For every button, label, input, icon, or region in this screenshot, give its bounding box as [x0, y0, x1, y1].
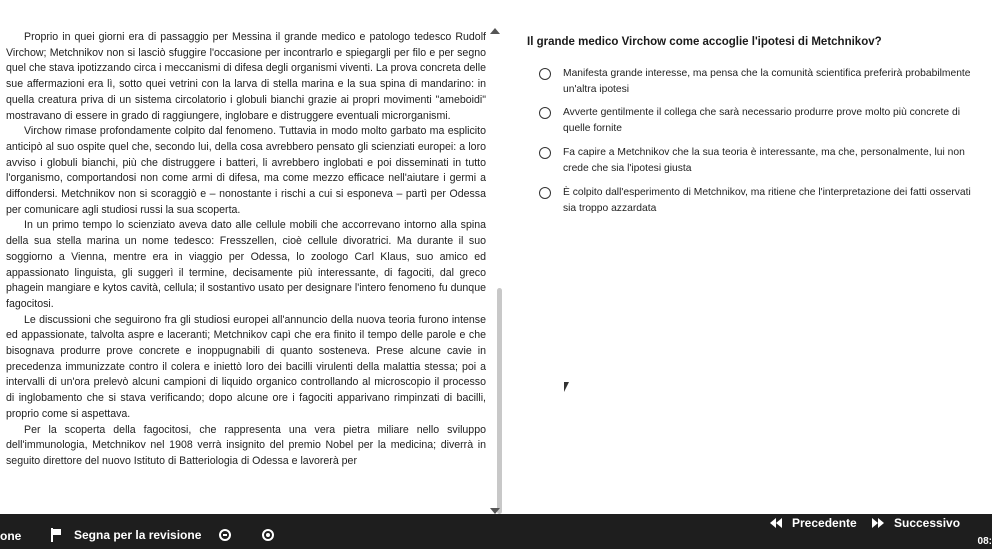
collapse-circle-icon[interactable] — [219, 529, 231, 541]
previous-button[interactable] — [770, 516, 857, 530]
answer-option-1-text[interactable]: Manifesta grande interesse, ma pensa che la comunità scientifica preferirà probabilmente un'altra ipotesi — [563, 68, 971, 95]
passage-pane — [0, 0, 512, 514]
footer-bar — [0, 514, 992, 549]
next-button[interactable] — [872, 516, 960, 530]
flag-icon — [50, 528, 62, 542]
passage-paragraph-5: Per la scoperta della fagocitosi, che rappresenta una vera pietra miliare nello sviluppo dell'immunologia, Metchnikov nel 1908 verrà insignito del premio Nobel per la medicina; diverrà in seguito direttore del nuovo Istituto di Batteriologia di Odessa e lavorerà per — [6, 423, 486, 467]
radio-button-3[interactable] — [539, 147, 551, 159]
answer-option-4-text[interactable]: È colpito dall'esperimento di Metchnikov, ma ritiene che l'interpretazione dei fatti osservati sia troppo azzardata — [563, 187, 971, 214]
double-chevron-right-icon — [872, 518, 884, 528]
status-circle-icon[interactable] — [262, 529, 274, 541]
mouse-cursor-icon — [564, 382, 569, 392]
radio-button-4[interactable] — [539, 187, 551, 199]
passage-paragraph-3: In un primo tempo lo scienziato aveva dato alle cellule mobili che accorrevano intorno alla spina della sua stella marina un nome tedesco: Fresszellen, cioè cellule divoratrici. Ma durante il suo soggiorno a Vienna, mentre era in viaggio per Odessa, lo zoologo Carl Klaus, suo amico ed appassionato linguista, gli suggerì il termine, decisamente più interessante, di fagociti, dal greco phagein mangiare e kytos cavità, cellula; il sostantivo usato per designare l'intero fenomeno fu dunque fagocitosi. — [6, 219, 486, 310]
flag-for-review-label: Segna per la revisione — [74, 528, 202, 542]
next-label: Successivo — [894, 516, 961, 530]
answer-option-3[interactable] — [539, 145, 979, 177]
flag-for-review-button[interactable] — [50, 528, 201, 542]
passage-paragraph-1: Proprio in quei giorni era di passaggio per Messina il grande medico e patologo tedesco Rudolf Virchow; Metchnikov non si lasciò sfuggire l'occasione per incontrarlo e spiegargli per filo e per segno quel che stava ipotizzando circa i meccanismi di difesa degli organismi viventi. La prova concreta delle sue affermazioni era lì, sotto quei vetrini con la larva di stella marina e la sua spina di mandarino: in quella creatura priva di un sistema circolatorio i globuli bianchi grazie ai propri movimenti "ameboidi" mostravano di essere in grado di raggiungere, inglobare e distruggere eventuali microrganismi. — [6, 31, 486, 122]
scroll-up-arrow-icon[interactable] — [490, 28, 500, 34]
answer-option-3-text[interactable]: Fa capire a Metchnikov che la sua teoria è interessante, ma che, personalmente, lui non crede che sia l'ipotesi giusta — [563, 147, 965, 174]
question-pane — [515, 0, 992, 514]
passage-paragraph-2: Virchow rimase profondamente colpito dal fenomeno. Tuttavia in modo molto garbato ma esplicito anticipò al suo ospite quel che, secondo lui, della cosa avrebbero pensato gli scienziati europei: a loro avviso i globuli bianchi, più che distruggere i batteri, li avrebbero inglobati e poi disseminati in tutto l'organismo, comportandosi non come armi di difesa, ma come mezzo efficace nell'aiutare i germi a diffondersi. Metchnikov non si scoraggiò e – nonostante i rischi a cui si esponeva – partì per Odessa per comunicare agli studiosi russi la sua scoperta. — [6, 125, 486, 216]
timer-fragment: 08: — [977, 536, 992, 547]
answer-option-1[interactable] — [539, 66, 979, 98]
answer-option-2-text[interactable]: Avverte gentilmente il collega che sarà necessario produrre prove molto più concrete di quelle fornite — [563, 107, 961, 134]
double-chevron-left-icon — [770, 518, 782, 528]
previous-label: Precedente — [792, 516, 857, 530]
scrollbar-thumb[interactable] — [497, 288, 502, 514]
passage-paragraph-4: Le discussioni che seguirono fra gli studiosi europei all'annuncio della nuova teoria furono intense ed appassionate, talvolta aspre e laceranti; Metchnikov capì che era finito il tempo delle parole e che bisognava produrre prove concrete e inoppugnabili di quanto sosteneva. Prese alcune cavie in precedenza immunizzate contro il colera e iniettò loro dei bacilli virulenti della malattia stessa; poi a intervalli di un'ora prelevò alcuni campioni di liquido organico controllando al microscopio il processo di inglobamento che si stava verificando; dopo alcune ore i fagociti apparivano rimpinzati di bacilli, proprio come si aspettava. — [6, 313, 486, 420]
radio-button-2[interactable] — [539, 107, 551, 119]
passage-text — [6, 30, 486, 470]
radio-button-1[interactable] — [539, 68, 551, 80]
question-title: Il grande medico Virchow come accoglie l'ipotesi di Metchnikov? — [527, 36, 882, 48]
answer-option-2[interactable] — [539, 105, 979, 137]
passage-scrollbar[interactable] — [488, 30, 502, 510]
answer-option-4[interactable] — [539, 185, 979, 217]
footer-left-fragment: one — [0, 529, 22, 543]
